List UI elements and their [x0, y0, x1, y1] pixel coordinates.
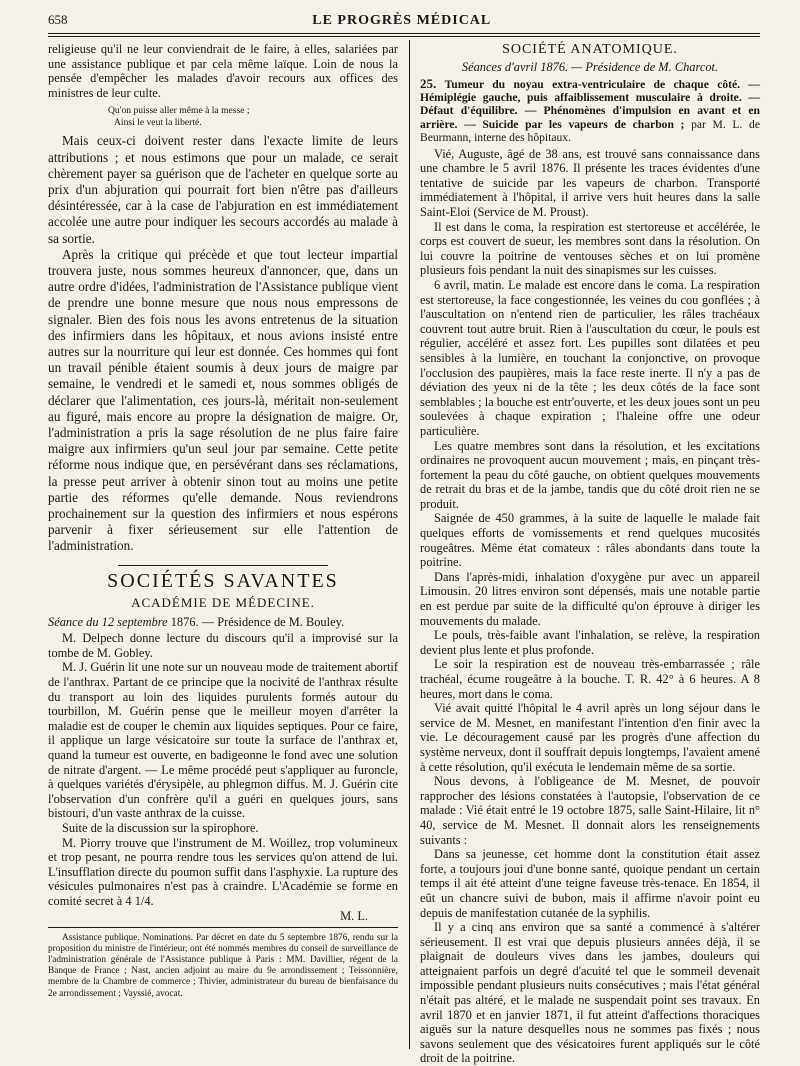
proceedings-paragraph: Suite de la discussion sur la spirophore. — [62, 820, 259, 835]
case-number: 25. — [420, 75, 437, 91]
case-paragraph: Dans l'après-midi, inhalation d'oxygène pur avec un appareil Limousin. 20 litres environ sont dépensés, mais une notable partie en est perdue par suite de la difficulté qu'on éprouve à diriger les mouvements du malade. — [420, 569, 760, 628]
case-paragraph: Vié, Auguste, âgé de 38 ans, est trouvé sans connaissance dans une chambre le 5 avril 1876. Il présente les traces évidentes d'une tentative de suicide par les vapeurs de charbon. Transporté immédiatement à l'hôpital, il arrive vers huit heures dans la salle Saint-Eloi (Service de M. Proust). — [420, 146, 760, 219]
case-paragraph: Vié avait quitté l'hôpital le 4 avril après un long séjour dans le service de M. Mesnet, en manifestant l'intention d'en finir avec la vie. Le découragement causé par les progrès d'une affection du système nerveux, dont il souffrait depuis longtemps, l'avaient amené à cette résolution, qu'il exécuta le lendemain même de sa sortie. — [420, 701, 760, 774]
section-separator — [118, 565, 328, 566]
case-paragraph: 6 avril, matin. Le malade est encore dans le coma. La respiration est stertoreuse, la face congestionnée, les veines du cou gonflées ; à l'auscultation on n'entend rien de particulier, les râles trachéaux couvrent tout autre bruit. Rien à l'auscultation du cœur, le pouls est régulier, accéléré et assez fort. Les pupilles sont dilatées et peu sensibles à la lumière, en touchant la conjonctive, on provoque l'occlusion des paupières, mais la face reste inerte. Il n'y a pas de déviation des yeux ni de la tête ; les deux côtés de la face sont semblables ; la bouche est entr'ouverte, et les deux joues sont un peu soulevées à chaque expiration ; l'haleine offre une odeur particulière. — [420, 277, 760, 438]
signature: M. L. — [340, 908, 368, 923]
left-column — [48, 42, 398, 1049]
case-title — [420, 77, 760, 145]
case-paragraph: Nous devons, à l'obligeance de M. Mesnet, de pouvoir rapprocher des lésions constatées à l'autopsie, l'observation de ce malade : Vié était entré le 19 octobre 1875, salle Saint-Hilaire, lit n° 40, service de M. Mesnet. Il donnait alors les renseignements suivants : — [420, 774, 760, 847]
case-paragraph: Dans sa jeunesse, cet homme dont la constitution était assez forte, a toujours joui d'une bonne santé, quoique pendant un certain temps il ait été atteint d'une teigne faveuse très-tenace. En 1854, il eût un chancre suivi de bubon, mais il affirme n'avoir point eu depuis de manifestation cutanée de la syphilis. — [420, 847, 760, 920]
case-paragraph: Il y a cinq ans environ que sa santé a commencé à s'altérer sérieusement. Il est vrai que depuis plusieurs années déjà, il se plaignait de douleurs vives dans les jambes, douleurs qui atteignaient parfois un degré d'acuité tel que le sommeil devenait impossible pendant plusieurs nuits consécutives ; mais l'état général n'était pas altéré, et le malade ne suspendait point ses travaux. En avril 1870 et en janvier 1871, il fut atteint d'affections thoraciques aiguës sur la nature desquelles nous ne sommes pas fixés ; nous savons seulement que des vésicatoires furent appliqués sur le côté droit de la poitrine. — [420, 920, 760, 1066]
article-paragraph: Mais ceux-ci doivent rester dans l'exacte limite de leurs attributions ; et nous estimons que pour un malade, ce serait chèrement payer sa guérison que de l'acheter en quelque sorte au prix d'un abjuration qui pourrait fort bien n'être pas d'ailleurs désintéressée, car à la case de l'abjuration en est immédiatement accolée une autre pour indiquer les secours accordés au malade à sa sortie. — [48, 133, 398, 246]
proceedings-paragraph: M. Delpech donne lecture du discours qu'il a improvisé sur la tombe de M. Gobley. — [48, 631, 398, 660]
footnote-rule — [48, 927, 398, 928]
case-paragraph: Il est dans le coma, la respiration est stertoreuse et accélérée, le corps est couvert de sueur, les membres sont dans la résolution. On lui couvre la poitrine de ventouses sèches et on lui promène plusieurs fois pendant la nuit des sinapismes sur les cuisses. — [420, 219, 760, 278]
case-paragraph: Les quatre membres sont dans la résolution, et les excitations ordinaires ne provoquent aucun mouvement ; mais, en pinçant très-fortement la peau du côté gauche, on obtient quelques mouvements de retrait du bras et de la jambe, tandis que du côté droit rien ne se produit. — [420, 438, 760, 511]
verse-line: Qu'on puisse aller même à la messe ; — [108, 105, 250, 117]
header-rule — [48, 33, 760, 34]
case-title-text: Tumeur du noyau extra-ventriculaire de chaque côté. — Hémiplégie gauche, puis affaiblissement musculaire à droite. — Défaut d'équilibre. — Phénomènes d'impulsion en avant et en arrière. — Suicide par les vapeurs de charbon ; — [420, 77, 760, 131]
article-paragraph: religieuse qu'il ne leur conviendrait de le faire, à elles, salariées par une assistance publique et par cela même laïque. Loin de nous la pensée d'empêcher les malades d'avoir recours aux offices des ministres de leur culte. — [48, 42, 398, 100]
section-title: SOCIÉTÉS SAVANTES — [107, 569, 339, 592]
verse-quote — [108, 105, 398, 128]
case-paragraph: Saignée de 450 grammes, à la suite de laquelle le malade fait quelques efforts de vomissements et rend quelques mucosités rougeâtres. Même état comateux : râles abondants dans toute la poitrine. — [420, 511, 760, 570]
case-paragraph: Le soir la respiration est de nouveau très-embarrassée ; râle trachéal, écume rougeâtre à la bouche. T. R. 42° à 6 heures. A 8 heures, mort dans le coma. — [420, 657, 760, 701]
page-header — [48, 12, 760, 32]
journal-title: LE PROGRÈS MÉDICAL — [312, 13, 492, 28]
seance-line — [48, 615, 398, 630]
footnote-nominations: Assistance publique. Nominations. Par décret en date du 5 septembre 1876, rendu sur la proposition du ministre de l'intérieur, ont été nommés membres du conseil de surveillance de l'administration générale de l'Assistance publique à Paris : MM. Davillier, régent de la Banque de France ; Nast, ancien adjoint au maire du 9e arrondissement ; Teissonnière, membre de la Chambre de commerce ; Thivier, administrateur du bureau de bienfaisance du 2e arrondissement ; Vayssié, avocat. — [48, 932, 398, 999]
proceedings-paragraph: M. J. Guérin lit une note sur un nouveau mode de traitement abortif de l'anthrax. Partant de ce principe que la nocivité de l'anthrax résulte du transport au loin des liquides purulents formés autour du tourbillon, M. Guérin pense que le meilleur moyen d'arrêter la maladie est de couper le chemin aux liquides septiques. Pour ce faire, il applique un large vésicatoire sur toute la surface de l'anthrax et, quand la tumeur est ouverte, en badigeonne le fond avec une solution de nitrate d'argent. — Le même procédé peut s'appliquer au furoncle, à quelques variétés d'érysipèle, au phlegmon diffus. M. J. Guérin cite l'observation d'un confrère qu'il a guéri en quelques jours, sans bistouri, d'un vaste anthrax de la cuisse. — [48, 660, 398, 821]
article-paragraph: Après la critique qui précède et que tout lecteur impartial trouvera juste, nous sommes heureux d'annoncer, que, dans un autre ordre d'idées, l'administration de l'Assistance publique vient de prendre une bonne mesure que nous nous empressons de signaler. Bien des fois nous les avons entretenus de la situation des infirmiers dans les hôpitaux, et nous avions insisté entre autres sur la nourriture qui leur est donnée. Ces hommes qui font un travail pénible étaient soumis à deux jours de maigre par semaine, le vendredi et le samedi et, nous sommes obligés de déclarer que l'alimentation, ces jours-là, méritait non-seulement au figuré, mais encore au propre la désignation de maigre. Or, l'administration a pris la sage résolution de ne plus faire faire maigre aux infirmiers qu'un seul jour par semaine. Cette petite réforme nous indique que, en persévérant dans ses réclamations, la presse peut arriver à obtenir sinon tout au moins une petite partie des réformes qu'elle demande. Nous reviendrons prochainement sur la question des infirmiers et nous espérons parvenir à fixer sérieusement sur elle l'attention de l'administration. — [48, 246, 398, 554]
proceedings-paragraph: M. Piorry trouve que l'instrument de M. Woillez, trop volumineux et trop pesant, ne pourra rendre tous les services qu'on attend de lui. L'insufflation directe du poumon suffit dans l'asphyxie. La rupture des vésicules pulmonaires n'est pas à craindre. L'Académie se forme en comité secret à 4 1/4. — [48, 835, 398, 908]
society-title: SOCIÉTÉ ANATOMIQUE. — [502, 42, 678, 57]
right-column — [420, 42, 760, 1066]
page-number: 658 — [48, 12, 68, 27]
seance-date: Séance du 12 septembre — [48, 614, 168, 629]
header-rule-double — [48, 36, 760, 37]
verse-line: Ainsi le veut la liberté. — [114, 116, 202, 128]
seance-line: Séances d'avril 1876. — Présidence de M. Charcot. — [461, 60, 719, 74]
academy-title: ACADÉMIE DE MÉDECINE. — [131, 594, 315, 610]
case-author: par M. L. de Beurmann, interne des hôpitaux. — [420, 117, 760, 145]
seance-presidence: 1876. — Présidence de M. Bouley. — [170, 614, 345, 629]
column-divider — [409, 40, 410, 1049]
case-paragraph: Le pouls, très-faible avant l'inhalation, se relève, la respiration devient plus lente et plus profonde. — [420, 628, 760, 657]
